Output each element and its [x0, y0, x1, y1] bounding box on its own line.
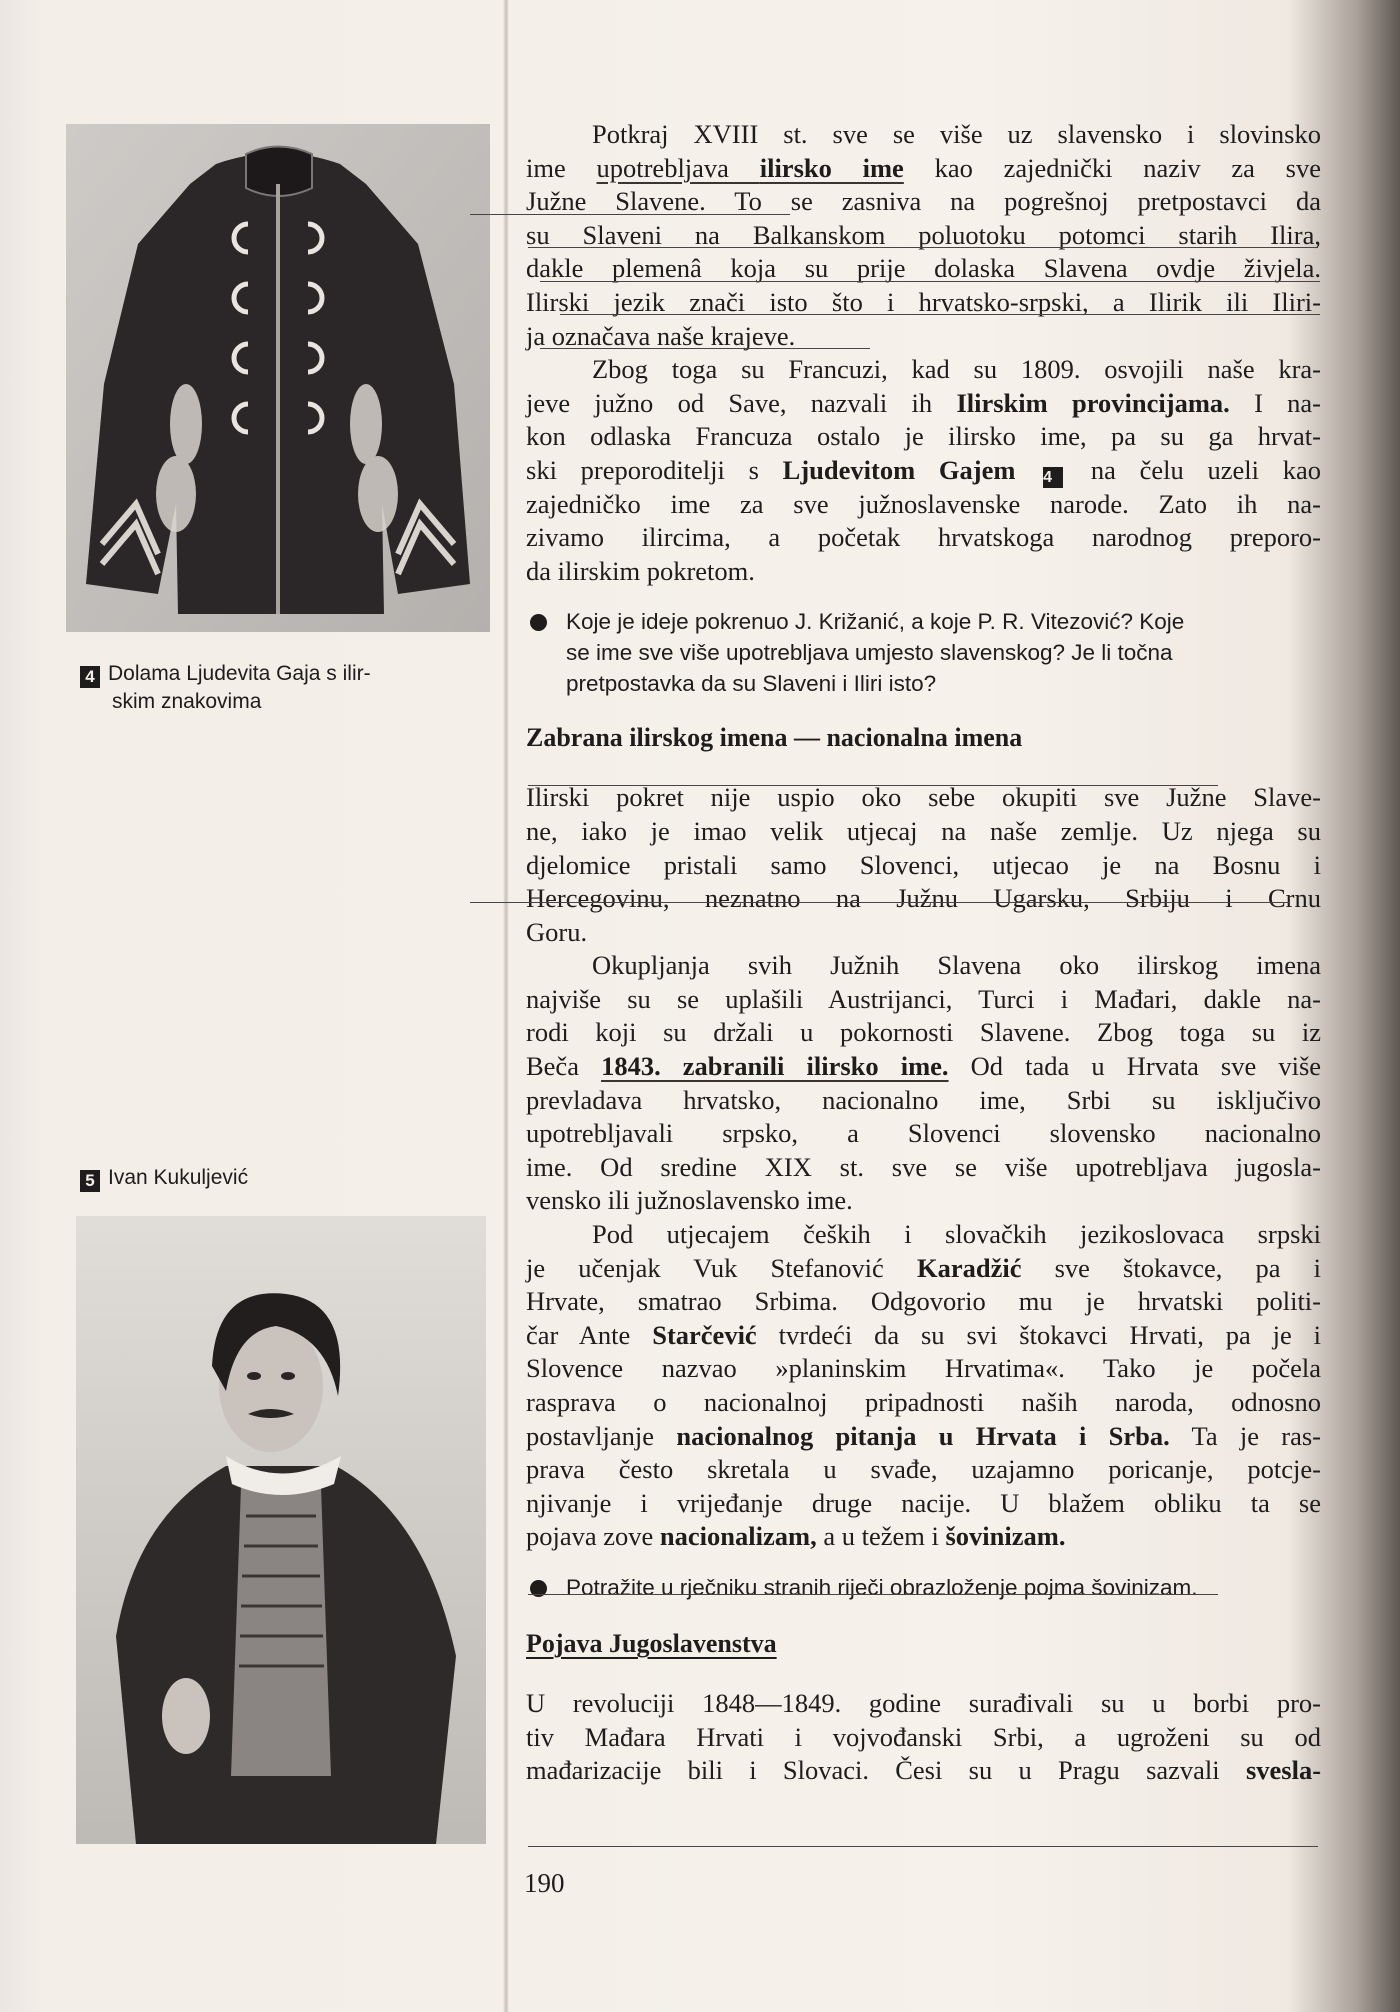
text-line: pojava zove nacionalizam, a u težem i šovinizam. [526, 1521, 1066, 1552]
bold-term: Ilirskim provincijama. [956, 387, 1230, 418]
question-line: se ime sve više upotrebljava umjesto slavenskog? Je li točna [566, 640, 1173, 666]
text-line: Hrvate, smatrao Srbima. Odgovorio mu je hrvatski politi- [526, 1286, 1321, 1317]
question-bullet-1 [526, 606, 1321, 699]
paragraph-3 [526, 781, 1321, 949]
figure-reference-badge: 4 [1043, 467, 1063, 488]
bold-term: nacionalizam, [659, 1521, 817, 1552]
section-heading-ban: Zabrana ilirskog imena — nacionalna imena [526, 723, 1023, 753]
text-line: Ilirski pokret nije uspio oko sebe okupiti sve Južne Slave- [526, 782, 1321, 813]
bold-term: nacionalnog pitanja u Hrvata i Srba. [676, 1420, 1170, 1451]
paragraph-6 [526, 1687, 1321, 1788]
heading-underline [528, 785, 1218, 786]
text-line: zivamo ilircima, a početak hrvatskoga narodnog preporo- [526, 522, 1321, 553]
pencil-underline [528, 247, 1318, 248]
pencil-underline [470, 214, 790, 215]
bold-term: 1843. zabranili ilirsko ime. [601, 1051, 949, 1082]
text-line: rasprava o nacionalnoj pripadnosti naših naroda, odnosno [526, 1387, 1321, 1417]
text-line: Potkraj XVIII st. sve se više uz slavensko i slovinsko [592, 119, 1321, 149]
text-line: Zbog toga su Francuzi, kad su 1809. osvojili naše kra- [592, 354, 1321, 385]
figure-number-badge: 4 [80, 666, 100, 688]
text-line: djelomice pristali samo Slovenci, utjecao je na Bosnu i [526, 849, 1321, 880]
text-line: rodi koji su držali u pokornosti Slavene. Zbog toga su iz [526, 1017, 1321, 1048]
pencil-underline [540, 348, 870, 349]
text-line: da ilirskim pokretom. [526, 555, 755, 586]
text-line: su Slaveni na Balkanskom poluotoku potomci starih Ilira, [526, 219, 1321, 250]
section-heading-yugoslavism: Pojava Jugoslavenstva [526, 1628, 777, 1658]
pencil-underline [540, 281, 1320, 282]
paragraph-5 [526, 1218, 1321, 1554]
question-line: pretpostavka da su Slaveni i Iliri isto? [566, 671, 937, 697]
text-line: kon odlaska Francuza ostalo je ilirsko ime, pa su ga hrvat- [526, 421, 1321, 452]
text-line: Južne Slavene. To se zasniva na pogrešnoj pretpostavci da [526, 186, 1321, 217]
paragraph-2 [526, 353, 1321, 588]
text-line: čar Ante Starčević tvrdeći da su svi štokavci Hrvati, pa je i [526, 1319, 1322, 1350]
text-line: najviše su se uplašili Austrijanci, Turci i Mađari, dakle na- [526, 983, 1321, 1014]
bold-term: svesla- [1245, 1755, 1322, 1786]
paragraph-4 [526, 949, 1321, 1218]
text-line: Goru. [526, 916, 588, 947]
caption-text-line1: Dolama Ljudevita Gaja s ilir- [108, 662, 371, 685]
question-line: Koje je ideje pokrenuo J. Križanić, a koje P. R. Vitezović? Koje [566, 609, 1185, 635]
text-line: Pod utjecajem čeških i slovačkih jezikoslovaca srpski [592, 1219, 1321, 1250]
text-line: prevladava hrvatsko, nacionalno ime, Srbi su isključivo [526, 1084, 1321, 1115]
text-line: ime. Od sredine XIX st. sve se više upotrebljava jugosla- [526, 1151, 1321, 1182]
page-fold-line [503, 0, 509, 2012]
pencil-underline [560, 314, 1320, 315]
text-line: Hercegovinu, neznatno na Južnu Ugarsku, Srbiju i Crnu [526, 883, 1321, 914]
kukuljevic-portrait [76, 1216, 486, 1844]
figure-5-caption [80, 1164, 380, 1192]
text-line: Okupljanja svih Južnih Slavena oko ilirskog imena [592, 950, 1321, 981]
text-line: prava često skretala u svađe, uzajamno poricanje, potcje- [526, 1454, 1321, 1485]
caption-text-line2: skim znakovima [112, 690, 262, 713]
text-line: dakle plemenâ koja su prije dolaska Slavena ovdje živjela. [526, 253, 1321, 284]
text-line: Slovence nazvao »planinskim Hrvatima«. Tako je počela [526, 1353, 1321, 1384]
paragraph-1 [526, 118, 1321, 353]
text-line: ja označava naše krajeve. [526, 320, 796, 351]
text-line: ime upotrebljava ilirsko ime kao zajednički naziv za sve [526, 152, 1321, 183]
text-line: jeve južno od Save, nazvali ih Ilirskim provincijama. I na- [526, 387, 1321, 418]
text-line: vensko ili južnoslavensko ime. [526, 1185, 853, 1216]
dolama-photo [66, 124, 490, 632]
text-line: postavljanje nacionalnog pitanja u Hrvata i Srba. Ta je ras- [526, 1420, 1321, 1451]
caption-text: Ivan Kukuljević [108, 1166, 249, 1189]
text-line: upotrebljavali srpsko, a Slovenci slovensko nacionalno [526, 1118, 1321, 1149]
question-line: Potražite u rječniku stranih riječi obrazloženje pojma šovinizam. [566, 1574, 1198, 1600]
text-line: Ilirski jezik znači isto što i hrvatsko-srpski, a Ilirik ili Iliri- [526, 286, 1321, 317]
text-line: ski preporoditelji s Ljudevitom Gajem 4 na čelu uzeli kao [526, 454, 1322, 486]
main-text-column [526, 118, 1321, 1788]
figure-4-caption [80, 660, 440, 716]
pencil-underline [528, 1846, 1318, 1847]
text-line: je učenjak Vuk Stefanović Karadžić sve štokavce, pa i [526, 1252, 1322, 1283]
text-line: Beča 1843. zabranili ilirsko ime. Od tada u Hrvata sve više [526, 1051, 1322, 1082]
text-line: njivanje i vrijeđanje druge nacije. U blažem obliku ta se [526, 1487, 1321, 1518]
text-line: zajedničko ime za sve južnoslavenske narode. Zato ih na- [526, 488, 1321, 519]
bold-term: Ljudevitom Gajem [782, 454, 1016, 485]
bold-term: Karadžić [916, 1252, 1022, 1283]
pencil-underline [470, 902, 1290, 903]
figure-number-badge: 5 [80, 1170, 100, 1192]
text-line: U revoluciji 1848—1849. godine surađivali su u borbi pro- [526, 1687, 1321, 1718]
bold-term: Starčević [652, 1319, 757, 1350]
text-line: tiv Mađara Hrvati i vojvođanski Srbi, a ugroženi su od [526, 1721, 1321, 1752]
pencil-underline [528, 1594, 1218, 1595]
portrait-illustration [76, 1216, 486, 1844]
bold-term: šovinizam. [945, 1521, 1066, 1552]
coat-illustration [66, 124, 490, 632]
bold-term: ilirsko ime [759, 152, 904, 183]
page-number: 190 [524, 1868, 565, 1898]
text-line: mađarizacije bili i Slovaci. Česi su u Pragu sazvali svesla- [526, 1755, 1322, 1786]
text-line: ne, iako je imao velik utjecaj na naše zemlje. Uz njega su [526, 815, 1321, 846]
question-bullet-2 [526, 1572, 1321, 1603]
